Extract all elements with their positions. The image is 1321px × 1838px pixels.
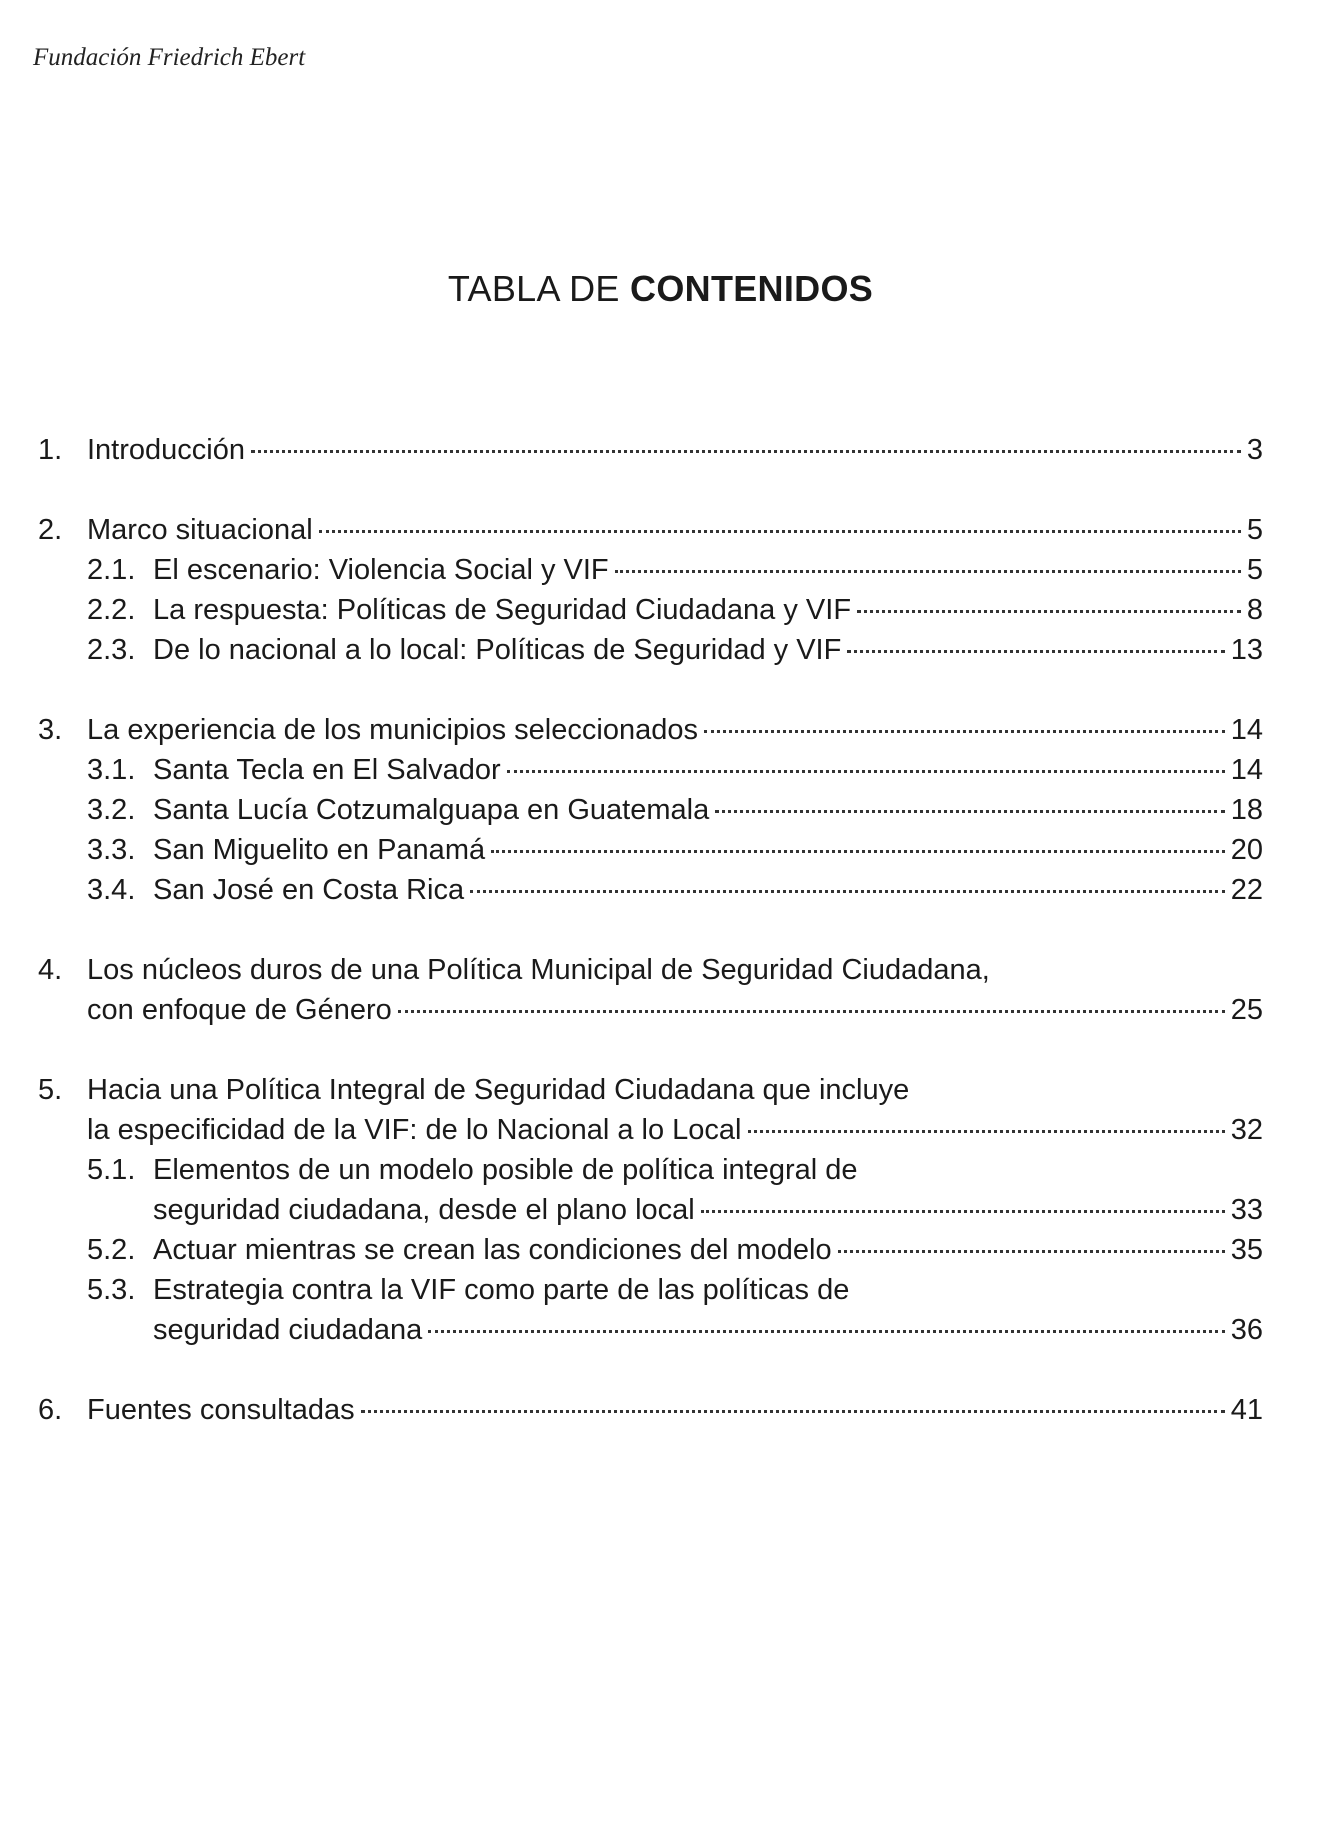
title-part-1: TABLA DE [447, 268, 620, 309]
toc-number: 5.3. [87, 1274, 136, 1306]
toc-number: 2.3. [87, 634, 136, 666]
toc-number: 3.1. [87, 754, 136, 786]
toc-subentry [38, 830, 1263, 870]
toc-subentry [38, 750, 1263, 790]
toc-title-line: Estrategia contra la VIF como parte de las políticas de [153, 1274, 850, 1306]
toc-subentry [38, 1230, 1263, 1270]
dot-leader [715, 810, 1225, 813]
toc-title: Santa Tecla en El Salvador [153, 754, 501, 786]
toc-number: 2.1. [87, 554, 136, 586]
running-head: Fundación Friedrich Ebert [33, 44, 306, 71]
toc-number: 1. [38, 434, 63, 466]
toc-page-number: 18 [1230, 794, 1263, 826]
toc-subentry [38, 630, 1263, 670]
toc-number: 3.4. [87, 874, 136, 906]
toc-page-number: 41 [1230, 1394, 1263, 1426]
toc-title: Marco situacional [87, 514, 313, 546]
toc-entry [38, 1390, 1263, 1430]
dot-leader [507, 770, 1225, 773]
toc-number: 2. [38, 514, 63, 546]
dot-leader [857, 610, 1241, 613]
toc-title: El escenario: Violencia Social y VIF [153, 554, 609, 586]
page-title [0, 268, 1321, 310]
toc-page-number: 5 [1246, 554, 1263, 586]
toc-section [38, 430, 1263, 470]
toc-number: 3.2. [87, 794, 136, 826]
dot-leader [704, 730, 1225, 733]
toc-number: 3.3. [87, 834, 136, 866]
toc-title: De lo nacional a lo local: Políticas de Seguridad y VIF [153, 634, 842, 666]
toc-subentry [38, 550, 1263, 590]
dot-leader [319, 530, 1241, 533]
toc-subentry [38, 870, 1263, 910]
dot-leader [748, 1130, 1225, 1133]
dot-leader [847, 650, 1224, 653]
toc-section [38, 1070, 1263, 1350]
toc-entry [38, 950, 1263, 1030]
toc-number: 5.2. [87, 1234, 136, 1266]
toc-page-number: 8 [1246, 594, 1263, 626]
toc-section [38, 1390, 1263, 1430]
dot-leader [701, 1210, 1225, 1213]
dot-leader [615, 570, 1241, 573]
toc-page-number: 13 [1230, 634, 1263, 666]
dot-leader [398, 1010, 1225, 1013]
toc-section [38, 510, 1263, 670]
toc-page-number: 3 [1246, 434, 1263, 466]
toc-subentry [38, 1150, 1263, 1230]
toc-page-number: 36 [1230, 1314, 1263, 1346]
toc-number: 6. [38, 1394, 63, 1426]
toc-title: Introducción [87, 434, 245, 466]
dot-leader [838, 1250, 1225, 1253]
toc-subentry [38, 590, 1263, 630]
toc-section [38, 710, 1263, 910]
toc-entry [38, 1070, 1263, 1150]
toc-page-number: 33 [1230, 1194, 1263, 1226]
toc-entry [38, 510, 1263, 550]
toc-title: la especificidad de la VIF: de lo Nacional a lo Local [87, 1114, 742, 1146]
dot-leader [491, 850, 1225, 853]
toc-title: seguridad ciudadana [153, 1314, 423, 1346]
toc-title: con enfoque de Género [87, 994, 392, 1026]
toc-number: 3. [38, 714, 63, 746]
toc-number: 4. [38, 954, 63, 986]
toc-entry [38, 710, 1263, 750]
toc-title: Actuar mientras se crean las condiciones del modelo [153, 1234, 832, 1266]
toc-title: La respuesta: Políticas de Seguridad Ciudadana y VIF [153, 594, 852, 626]
toc-page-number: 5 [1246, 514, 1263, 546]
toc-page-number: 32 [1230, 1114, 1263, 1146]
dot-leader [470, 890, 1225, 893]
toc-title: San Miguelito en Panamá [153, 834, 486, 866]
title-part-2: CONTENIDOS [630, 268, 874, 309]
toc-title: Fuentes consultadas [87, 1394, 355, 1426]
toc-page-number: 22 [1230, 874, 1263, 906]
toc-title-line: Elementos de un modelo posible de política integral de [153, 1154, 858, 1186]
toc-page-number: 14 [1230, 714, 1263, 746]
toc-section [38, 950, 1263, 1030]
toc-number: 2.2. [87, 594, 136, 626]
toc-number: 5.1. [87, 1154, 136, 1186]
table-of-contents [38, 430, 1263, 1470]
toc-page-number: 35 [1230, 1234, 1263, 1266]
toc-page-number: 20 [1230, 834, 1263, 866]
toc-subentry [38, 790, 1263, 830]
toc-title-line: Los núcleos duros de una Política Municipal de Seguridad Ciudadana, [87, 954, 990, 986]
toc-number: 5. [38, 1074, 63, 1106]
toc-page-number: 14 [1230, 754, 1263, 786]
toc-title: San José en Costa Rica [153, 874, 465, 906]
toc-title: Santa Lucía Cotzumalguapa en Guatemala [153, 794, 710, 826]
toc-title: seguridad ciudadana, desde el plano local [153, 1194, 695, 1226]
dot-leader [251, 450, 1241, 453]
toc-entry [38, 430, 1263, 470]
toc-title: La experiencia de los municipios seleccionados [87, 714, 698, 746]
toc-subentry [38, 1270, 1263, 1350]
toc-title-line: Hacia una Política Integral de Seguridad Ciudadana que incluye [87, 1074, 910, 1106]
dot-leader [428, 1330, 1224, 1333]
dot-leader [361, 1410, 1225, 1413]
toc-page-number: 25 [1230, 994, 1263, 1026]
